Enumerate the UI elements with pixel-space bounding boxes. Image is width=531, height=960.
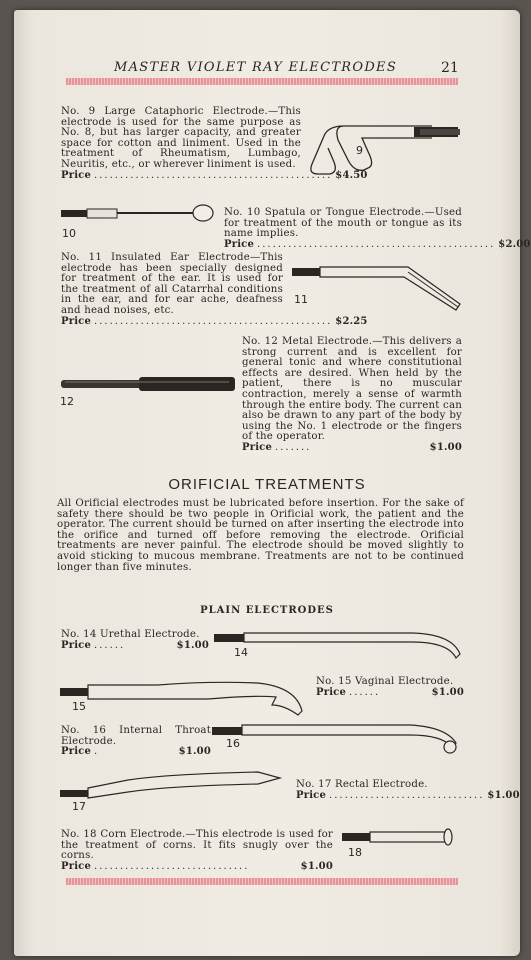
item-12-text [242,337,462,454]
item-9-number: 9 [356,144,363,157]
item-9-price-line [61,169,368,182]
bottom-rule [66,878,458,885]
item-12-price: $1.00 [429,441,462,453]
item-10-text [224,207,531,250]
item-10-price-line [224,238,531,251]
item-15-price-line [316,688,464,699]
item-9-price: $4.50 [335,169,368,181]
item-17-description: No. 17 Rectal Electrode. [296,779,428,790]
page-header: MASTER VIOLET RAY ELECTRODES [114,60,398,75]
top-rule [66,78,458,85]
item-17-price-line [296,789,520,802]
item-18-description: No. 18 Corn Electrode.—This electrode is used for the treatment of corns. It fits snugly over the corns. [61,829,333,862]
leader-dots: .............................................. [94,315,333,327]
electrode-16-illustration [210,717,470,757]
item-16-description: No. 16 Internal Throat Electrode. [61,725,211,747]
item-14-price: $1.00 [176,639,209,651]
item-15-number: 15 [72,700,86,713]
leader-dots: ...... [349,686,381,698]
electrode-17-illustration [58,766,288,806]
electrode-10-illustration [59,203,229,227]
item-18-price-line [61,862,333,873]
catalog-page [14,10,531,956]
item-18-number: 18 [348,846,362,859]
item-15-description: No. 15 Vaginal Electrode. [316,676,454,687]
price-label: Price [316,686,347,698]
electrode-11-illustration [290,262,470,322]
price-label: Price [61,315,92,327]
item-11-price-line [61,315,368,328]
item-14-text [61,630,209,651]
item-14-price-line [61,641,209,652]
leader-dots: ...... [94,639,126,651]
leader-dots: ....... [275,441,312,453]
leader-dots: .............................. [329,789,485,801]
item-17-number: 17 [72,800,86,813]
item-12-description: No. 12 Metal Electrode.—This delivers a strong current and is excellent for general tonic and where constitutional effects are desired. When held by the patient, there is no muscular contraction, merely a sense of warmth through the entire body. The current can also be drawn to any part of the body by using the No. 1 electrode or the fingers of the operator. [242,336,462,443]
price-label: Price [296,789,327,801]
item-11-description: No. 11 Insulated Ear Electrode—This electrode has been specially designed for treatment of the ear. It is used for the treatment of all Catarrhal conditions in the ear, and for ear ache, deafness and head noises, etc. [61,252,283,316]
section-title: ORIFICIAL TREATMENTS [168,476,366,493]
item-15-price: $1.00 [431,686,464,698]
page-number: 21 [441,60,459,76]
item-17-price: $1.00 [487,789,520,801]
price-label: Price [61,746,92,758]
leader-dots: .............................................. [257,238,496,250]
leader-dots: .............................................. [94,169,333,181]
item-18-text [61,830,333,872]
subheading: PLAIN ELECTRODES [200,605,334,616]
price-label: Price [61,639,92,651]
leader-dots: . [94,746,100,758]
item-14-number: 14 [234,646,248,659]
item-11-text [61,252,368,327]
item-16-text [61,726,211,758]
item-11-number: 11 [294,293,308,306]
item-11-price: $2.25 [335,315,368,327]
electrode-9-illustration [304,110,464,190]
price-label: Price [224,238,255,250]
item-12-price-line [242,443,462,454]
item-16-price: $1.00 [178,746,211,758]
item-15-text [316,677,464,698]
item-16-number: 16 [226,737,240,750]
price-label: Price [61,169,92,181]
price-label: Price [242,441,273,453]
item-18-price: $1.00 [300,860,333,872]
item-10-description: No. 10 Spatula or Tongue Electrode.—Used for treatment of the mouth or tongue as its name implies. [224,207,462,240]
item-14-description: No. 14 Urethal Electrode. [61,629,200,640]
item-10-price: $2.00 [498,238,531,250]
item-16-price-line [61,747,211,758]
leader-dots: .............................. [94,860,250,872]
item-10-number: 10 [62,227,76,240]
section-intro: All Orificial electrodes must be lubricated before insertion. For the sake of safety there should be two people in Orificial work, the patient and the operator. The current should be turned on after inserting the electrode into the orifice and turned off before removing the electrode. Orificial treatments are never painful. The electrode should be moved slightly to avoid sticking to mucous membrane. Treatments are not to be continued longer than five minutes. [57,498,464,573]
item-9-text [61,106,368,181]
electrode-12-illustration [59,373,249,397]
item-12-number: 12 [60,395,74,408]
price-label: Price [61,860,92,872]
item-17-text [296,779,520,801]
item-9-description: No. 9 Large Cataphoric Electrode.—This electrode is used for the same purpose as No. 8, but has larger capacity, and greater space for cotton and liniment. Used in the treatment of Rheumatism, Lumbago, Neuritis, etc., or wherever liniment is used. [61,106,301,170]
electrode-14-illustration [212,624,472,664]
